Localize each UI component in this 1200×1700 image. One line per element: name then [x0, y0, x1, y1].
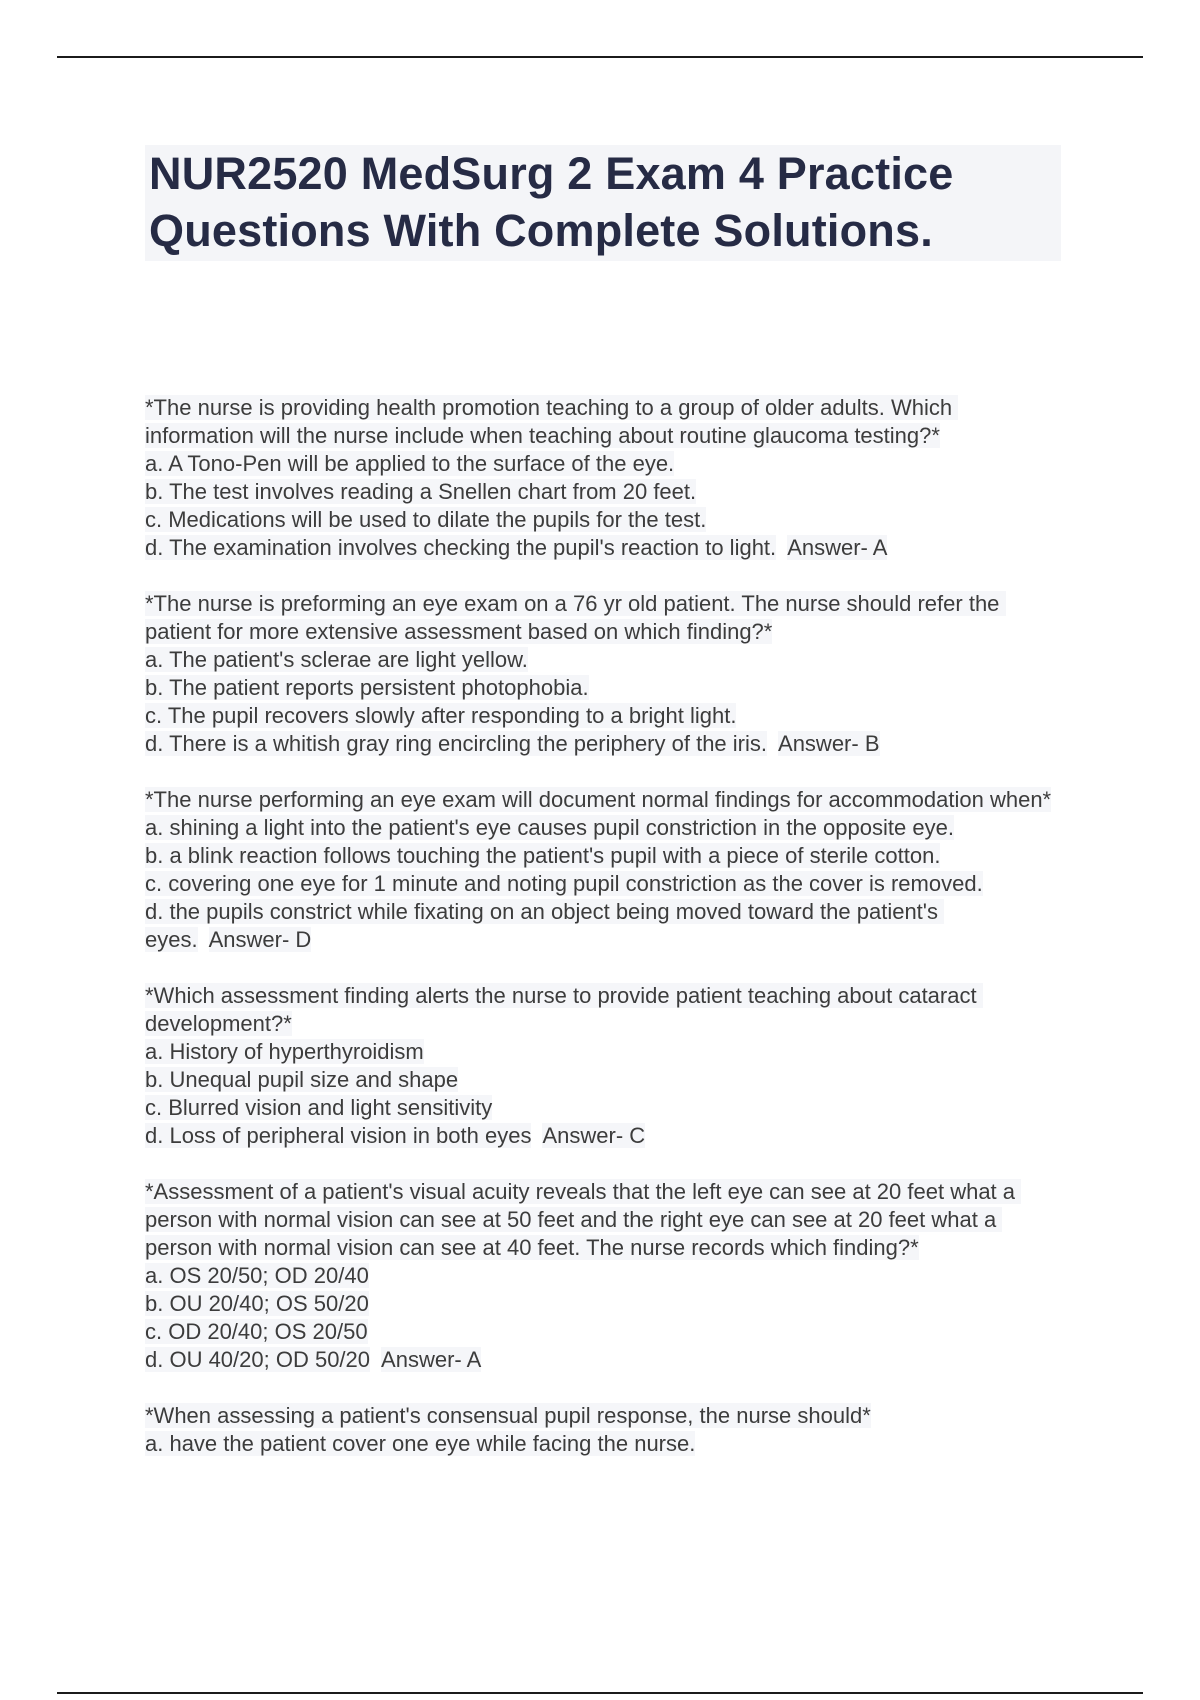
option-b: b. OU 20/40; OS 50/20	[145, 1291, 369, 1316]
question-stem: *The nurse performing an eye exam will document normal findings for accommodation when*	[145, 787, 1052, 812]
question-2	[145, 590, 1065, 758]
option-b: b. Unequal pupil size and shape	[145, 1067, 459, 1092]
bottom-rule	[57, 1692, 1143, 1694]
option-c: c. Medications will be used to dilate the pupils for the test.	[145, 507, 707, 532]
title-block	[145, 145, 1061, 261]
question-6	[145, 1402, 1065, 1458]
top-rule	[57, 56, 1143, 58]
option-b: b. The test involves reading a Snellen chart from 20 feet.	[145, 479, 697, 504]
option-a: a. A Tono-Pen will be applied to the surface of the eye.	[145, 451, 675, 476]
question-3	[145, 786, 1065, 954]
option-c: c. OD 20/40; OS 20/50	[145, 1319, 368, 1344]
answer-text: Answer- A	[381, 1347, 482, 1372]
option-c: c. covering one eye for 1 minute and noting pupil constriction as the cover is removed.	[145, 871, 983, 896]
option-c: c. Blurred vision and light sensitivity	[145, 1095, 493, 1120]
option-d: d. the pupils constrict while fixating on an object being moved toward the patient's eyes. Answer- D	[145, 899, 945, 952]
question-1	[145, 394, 1065, 562]
option-b: b. The patient reports persistent photophobia.	[145, 675, 589, 700]
option-c: c. The pupil recovers slowly after responding to a bright light.	[145, 703, 737, 728]
answer-text: Answer- C	[542, 1123, 646, 1148]
answer-text: Answer- D	[208, 927, 312, 952]
question-4	[145, 982, 1065, 1150]
answer-text: Answer- B	[778, 731, 880, 756]
option-d: d. Loss of peripheral vision in both eyes Answer- C	[145, 1123, 646, 1148]
question-stem: *Which assessment finding alerts the nurse to provide patient teaching about cataract development?*	[145, 983, 983, 1036]
option-d: d. The examination involves checking the pupil's reaction to light. Answer- A	[145, 535, 888, 560]
question-stem: *When assessing a patient's consensual pupil response, the nurse should*	[145, 1403, 871, 1428]
question-5	[145, 1178, 1065, 1374]
option-a: a. History of hyperthyroidism	[145, 1039, 424, 1064]
question-stem: *Assessment of a patient's visual acuity reveals that the left eye can see at 20 feet what a person with normal vision can see at 50 feet and the right eye can see at 20 feet what a person with normal vision can see at 40 feet. The nurse records which finding?*	[145, 1179, 1022, 1260]
page-title: NUR2520 MedSurg 2 Exam 4 Practice Questions With Complete Solutions.	[149, 148, 954, 256]
option-a: a. shining a light into the patient's eye causes pupil constriction in the opposite eye.	[145, 815, 954, 840]
option-a: a. OS 20/50; OD 20/40	[145, 1263, 369, 1288]
option-a: a. have the patient cover one eye while facing the nurse.	[145, 1431, 696, 1456]
option-b: b. a blink reaction follows touching the patient's pupil with a piece of sterile cotton.	[145, 843, 941, 868]
option-d: d. OU 40/20; OD 50/20 Answer- A	[145, 1347, 482, 1372]
option-a: a. The patient's sclerae are light yellow.	[145, 647, 528, 672]
answer-text: Answer- A	[787, 535, 888, 560]
question-list	[145, 394, 1065, 1486]
question-stem: *The nurse is providing health promotion teaching to a group of older adults. Which information will the nurse include when teaching about routine glaucoma testing?*	[145, 395, 959, 448]
question-stem: *The nurse is preforming an eye exam on a 76 yr old patient. The nurse should refer the patient for more extensive assessment based on which finding?*	[145, 591, 1006, 644]
option-d: d. There is a whitish gray ring encircling the periphery of the iris. Answer- B	[145, 731, 880, 756]
